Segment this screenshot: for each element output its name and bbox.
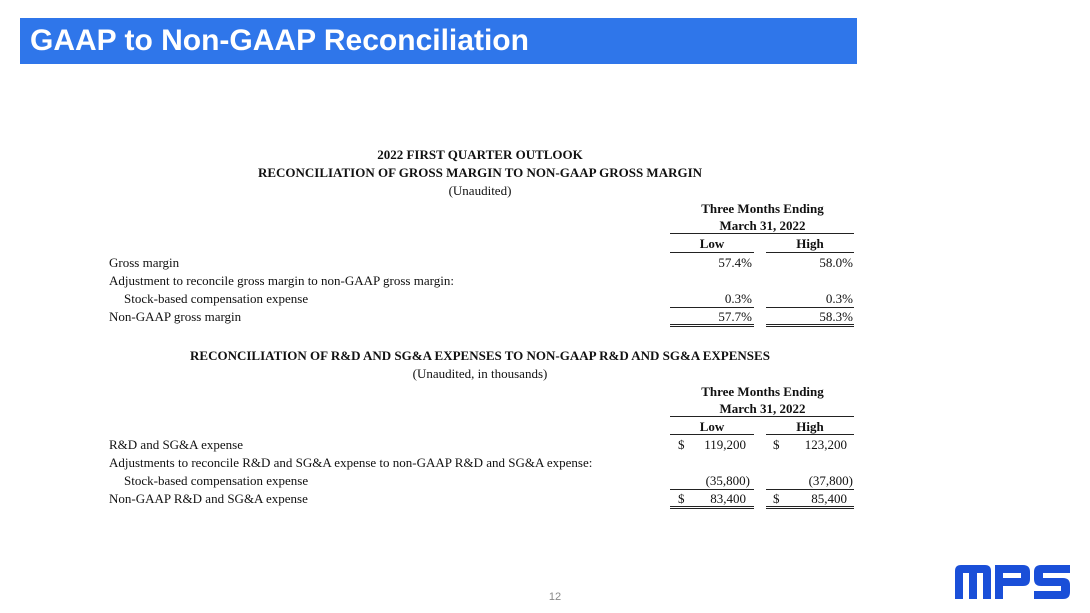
row-high-value: 0.3% [825,291,853,306]
total-double-line [670,506,754,507]
total-double-line [766,324,854,325]
currency-symbol: $ [773,437,780,452]
section1-col-low: Low [699,236,725,251]
section1-period-underline [670,233,854,234]
row-high-value: 123,200 [804,437,847,452]
total-double-line [670,508,754,509]
row-low-value: 83,400 [710,491,746,506]
row-high-value: 85,400 [811,491,847,506]
row-high-value: (37,800) [808,473,853,488]
total-double-line [670,326,754,327]
row-low-value: 57.7% [718,309,752,324]
row-low-value: 57.4% [718,255,752,270]
row-label: Non-GAAP gross margin [109,309,242,324]
section2-subheading: (Unaudited, in thousands) [412,366,548,381]
page-title: GAAP to Non-GAAP Reconciliation [30,24,529,57]
row-label: R&D and SG&A expense [109,437,243,452]
total-double-line [766,326,854,327]
mps-logo [955,563,1070,599]
section1-period-line1: Three Months Ending [701,201,824,216]
total-double-line [670,324,754,325]
row-label: Stock-based compensation expense [124,291,309,306]
title-bar [20,18,857,64]
currency-symbol: $ [773,491,780,506]
section2-heading: RECONCILIATION OF R&D AND SG&A EXPENSES TO NON-GAAP R&D AND SG&A EXPENSES [190,348,770,363]
row-low-value: 0.3% [724,291,752,306]
section2-period-line2: March 31, 2022 [719,401,806,416]
section2-period-line1: Three Months Ending [701,384,824,399]
row-high-value: 58.0% [819,255,853,270]
row-label: Non-GAAP R&D and SG&A expense [109,491,308,506]
row-label: Stock-based compensation expense [124,473,309,488]
page-number: 12 [548,591,562,603]
row-label: Adjustments to reconcile R&D and SG&A expense to non-GAAP R&D and SG&A expense: [109,455,593,470]
total-double-line [766,506,854,507]
section1-col-high: High [796,236,824,251]
currency-symbol: $ [678,437,685,452]
row-label: Gross margin [109,255,180,270]
section2-col-low-underline [670,434,754,435]
section2-col-low: Low [699,419,725,434]
row-low-value: 119,200 [704,437,746,452]
section1-col-low-underline [670,252,754,253]
section1-period-line2: March 31, 2022 [719,218,806,233]
row-label: Adjustment to reconcile gross margin to non-GAAP gross margin: [109,273,454,288]
section1-subheading: (Unaudited) [448,183,512,198]
section2-col-high-underline [766,434,854,435]
section1-heading1: 2022 FIRST QUARTER OUTLOOK [377,147,583,162]
currency-symbol: $ [678,491,685,506]
section2-period-underline [670,416,854,417]
section1-heading2: RECONCILIATION OF GROSS MARGIN TO NON-GAAP GROSS MARGIN [257,165,703,180]
row-low-value: (35,800) [705,473,750,488]
total-double-line [766,508,854,509]
section1-col-high-underline [766,252,854,253]
section2-col-high: High [796,419,824,434]
row-high-value: 58.3% [819,309,853,324]
